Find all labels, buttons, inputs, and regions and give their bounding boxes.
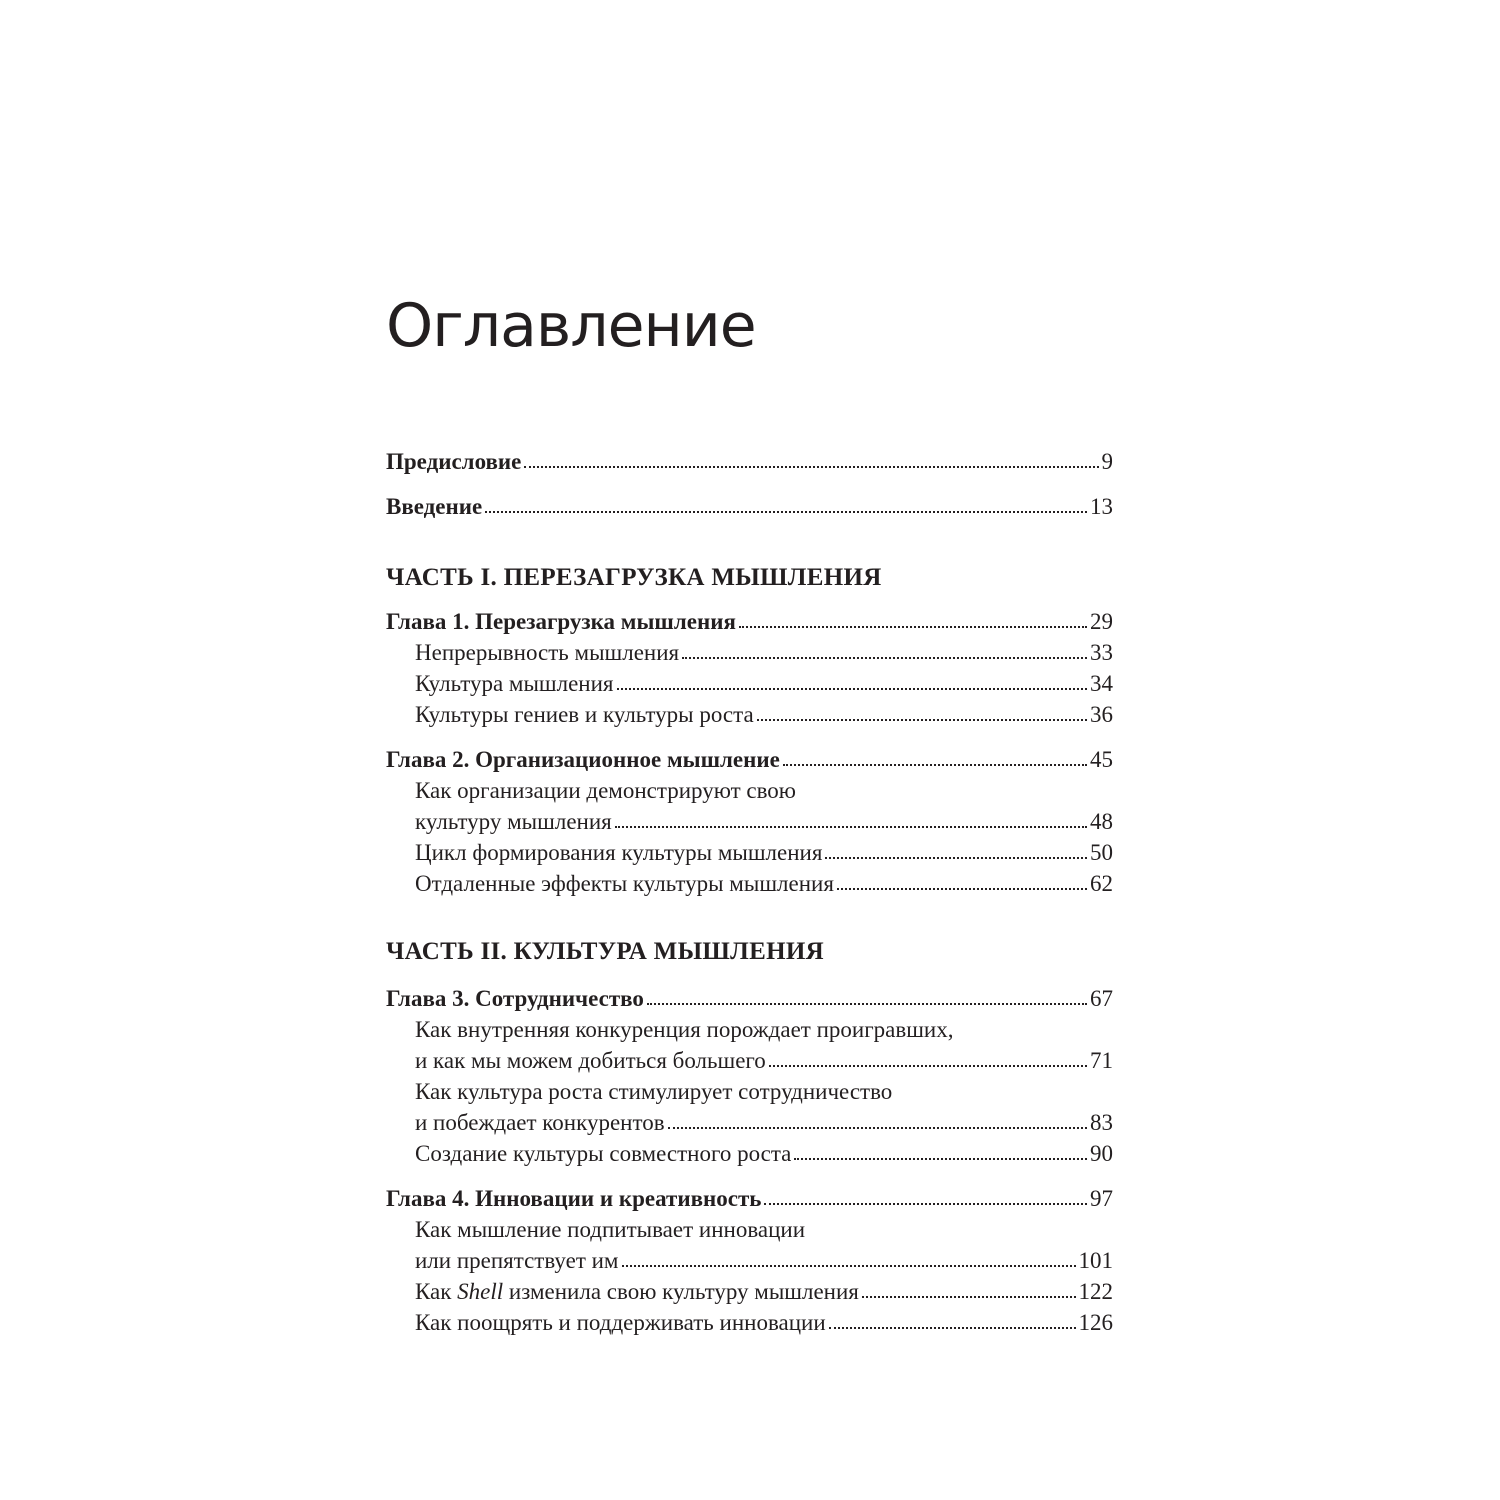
entry-page-number: 71 [1090, 1048, 1113, 1073]
dot-leader [837, 887, 1087, 890]
entry-label-first-line: Как мышление подпитывает инновации [415, 1217, 806, 1242]
entry-label [415, 1276, 859, 1307]
entry-page-number: 122 [1078, 1279, 1113, 1304]
entry-label: или препятствует им [415, 1248, 619, 1273]
dot-leader [862, 1295, 1076, 1298]
entry-page-number: 101 [1078, 1248, 1113, 1273]
dot-leader [739, 625, 1087, 628]
dot-leader [617, 687, 1088, 690]
toc-entry-introduction [386, 491, 1113, 522]
dot-leader [668, 1126, 1087, 1129]
toc-entry-section [415, 668, 1113, 699]
toc-entry-section [415, 699, 1113, 730]
entry-label-italic-company: Shell [457, 1279, 504, 1304]
toc-entry-section [415, 1107, 1113, 1138]
entry-label: Предисловие [386, 449, 522, 474]
entry-page-number: 67 [1090, 986, 1113, 1011]
toc-entry-chapter [386, 1183, 1113, 1214]
entry-page-number: 36 [1090, 702, 1113, 727]
toc-entry-section [415, 1138, 1113, 1169]
dot-leader [615, 825, 1087, 828]
entry-label: Непрерывность мышления [415, 640, 680, 665]
part-heading: ЧАСТЬ I. ПЕРЕЗАГРУЗКА МЫШЛЕНИЯ [386, 564, 882, 591]
entry-label-first-line: Как культура роста стимулирует сотрудничество [415, 1079, 893, 1104]
dot-leader [485, 510, 1087, 513]
entry-label: Глава 3. Сотрудничество [386, 986, 644, 1011]
entry-label: Цикл формирования культуры мышления [415, 840, 823, 865]
entry-label: Как поощрять и поддерживать инновации [415, 1310, 826, 1335]
dot-leader [622, 1264, 1076, 1267]
dot-leader [794, 1157, 1087, 1160]
dot-leader [764, 1202, 1087, 1205]
toc-entry-chapter [386, 983, 1113, 1014]
entry-label: Культура мышления [415, 671, 614, 696]
dot-leader [769, 1064, 1087, 1067]
entry-label-suffix: изменила свою культуру мышления [503, 1279, 859, 1304]
entry-label-prefix: Как [415, 1279, 458, 1304]
entry-page-number: 62 [1090, 871, 1113, 896]
entry-label: Введение [386, 494, 483, 519]
entry-page-number: 97 [1090, 1186, 1113, 1211]
entry-page-number: 34 [1090, 671, 1113, 696]
toc-entry-chapter [386, 744, 1113, 775]
entry-label: Отдаленные эффекты культуры мышления [415, 871, 834, 896]
dot-leader [829, 1326, 1076, 1329]
entry-label-first-line: Как организации демонстрируют свою [415, 778, 796, 803]
entry-page-number: 126 [1078, 1310, 1113, 1335]
dot-leader [682, 656, 1087, 659]
dot-leader [524, 465, 1098, 468]
dot-leader [647, 1002, 1087, 1005]
dot-leader [825, 856, 1087, 859]
dot-leader [757, 718, 1087, 721]
toc-entry-section [415, 806, 1113, 837]
entry-label: и как мы можем добиться большего [415, 1048, 766, 1073]
entry-page-number: 9 [1101, 449, 1113, 474]
entry-label: Глава 2. Организационное мышление [386, 747, 780, 772]
entry-page-number: 90 [1090, 1141, 1113, 1166]
entry-label-first-line: Как внутренняя конкуренция порождает проигравших, [415, 1017, 954, 1042]
toc-entry-section [415, 1245, 1113, 1276]
entry-label: и побеждает конкурентов [415, 1110, 665, 1135]
toc-entry-chapter [386, 606, 1113, 637]
toc-entry-section [415, 1307, 1113, 1338]
toc-entry-preface [386, 446, 1113, 477]
toc-entry-section [415, 837, 1113, 868]
entry-label: культуру мышления [415, 809, 612, 834]
entry-page-number: 45 [1090, 747, 1113, 772]
entry-page-number: 33 [1090, 640, 1113, 665]
entry-label: Культуры гениев и культуры роста [415, 702, 754, 727]
entry-page-number: 50 [1090, 840, 1113, 865]
dot-leader [783, 763, 1087, 766]
toc-entry-section [415, 637, 1113, 668]
toc-entry-section [415, 1045, 1113, 1076]
entry-label: Создание культуры совместного роста [415, 1141, 792, 1166]
toc-entry-section [415, 1276, 1113, 1307]
entry-page-number: 83 [1090, 1110, 1113, 1135]
page-title: Оглавление [386, 291, 756, 361]
entry-label: Глава 1. Перезагрузка мышления [386, 609, 736, 634]
entry-page-number: 48 [1090, 809, 1113, 834]
entry-page-number: 29 [1090, 609, 1113, 634]
toc-entry-section [415, 868, 1113, 899]
entry-page-number: 13 [1090, 494, 1113, 519]
entry-label: Глава 4. Инновации и креативность [386, 1186, 762, 1211]
part-heading: ЧАСТЬ II. КУЛЬТУРА МЫШЛЕНИЯ [386, 938, 824, 965]
